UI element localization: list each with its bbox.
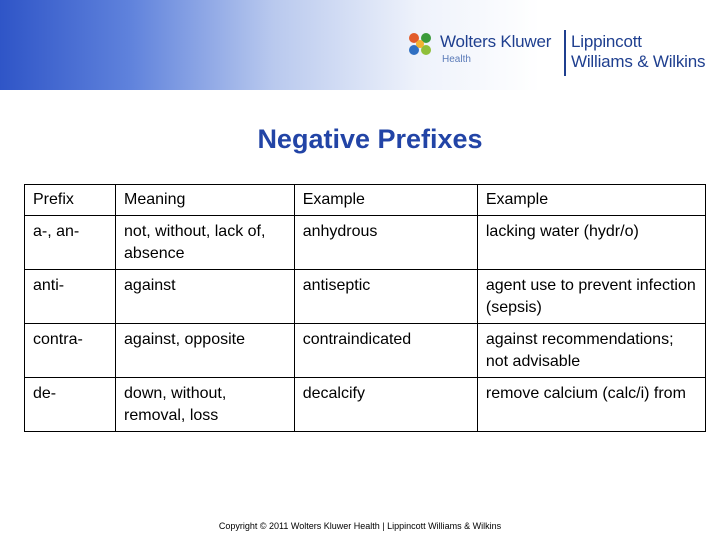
cell-meaning: against [116,270,295,324]
logo-health: Health [442,54,471,65]
table-header-row [25,185,706,216]
table-row [25,378,706,432]
cell-prefix: anti- [25,270,116,324]
cell-example: antiseptic [294,270,477,324]
header-example: Example [294,185,477,216]
logo-lippincott: Lippincott [571,32,642,51]
header-banner [0,0,720,90]
logo-divider [564,30,566,76]
table-row [25,216,706,270]
cell-definition: lacking water (hydr/o) [477,216,705,270]
copyright-footer: Copyright © 2011 Wolters Kluwer Health | Lippincott Williams & Wilkins [218,521,502,531]
header-example-2: Example [477,185,705,216]
prefix-table [24,184,706,432]
cell-meaning: down, without, removal, loss [116,378,295,432]
logo-wolters-kluwer: Wolters Kluwer [440,32,552,51]
cell-example: decalcify [294,378,477,432]
cell-prefix: de- [25,378,116,432]
cell-meaning: not, without, lack of, absence [116,216,295,270]
cell-example: contraindicated [294,324,477,378]
wk-globe-icon [406,30,434,58]
table-row [25,324,706,378]
cell-example: anhydrous [294,216,477,270]
table-row [25,270,706,324]
cell-prefix: a-, an- [25,216,116,270]
header-prefix: Prefix [25,185,116,216]
cell-definition: against recommendations; not advisable [477,324,705,378]
cell-meaning: against, opposite [116,324,295,378]
cell-prefix: contra- [25,324,116,378]
header-meaning: Meaning [116,185,295,216]
cell-definition: agent use to prevent infection (sepsis) [477,270,705,324]
slide-title: Negative Prefixes [257,124,483,154]
cell-definition: remove calcium (calc/i) from [477,378,705,432]
logo-williams-wilkins: Williams & Wilkins [571,52,706,71]
